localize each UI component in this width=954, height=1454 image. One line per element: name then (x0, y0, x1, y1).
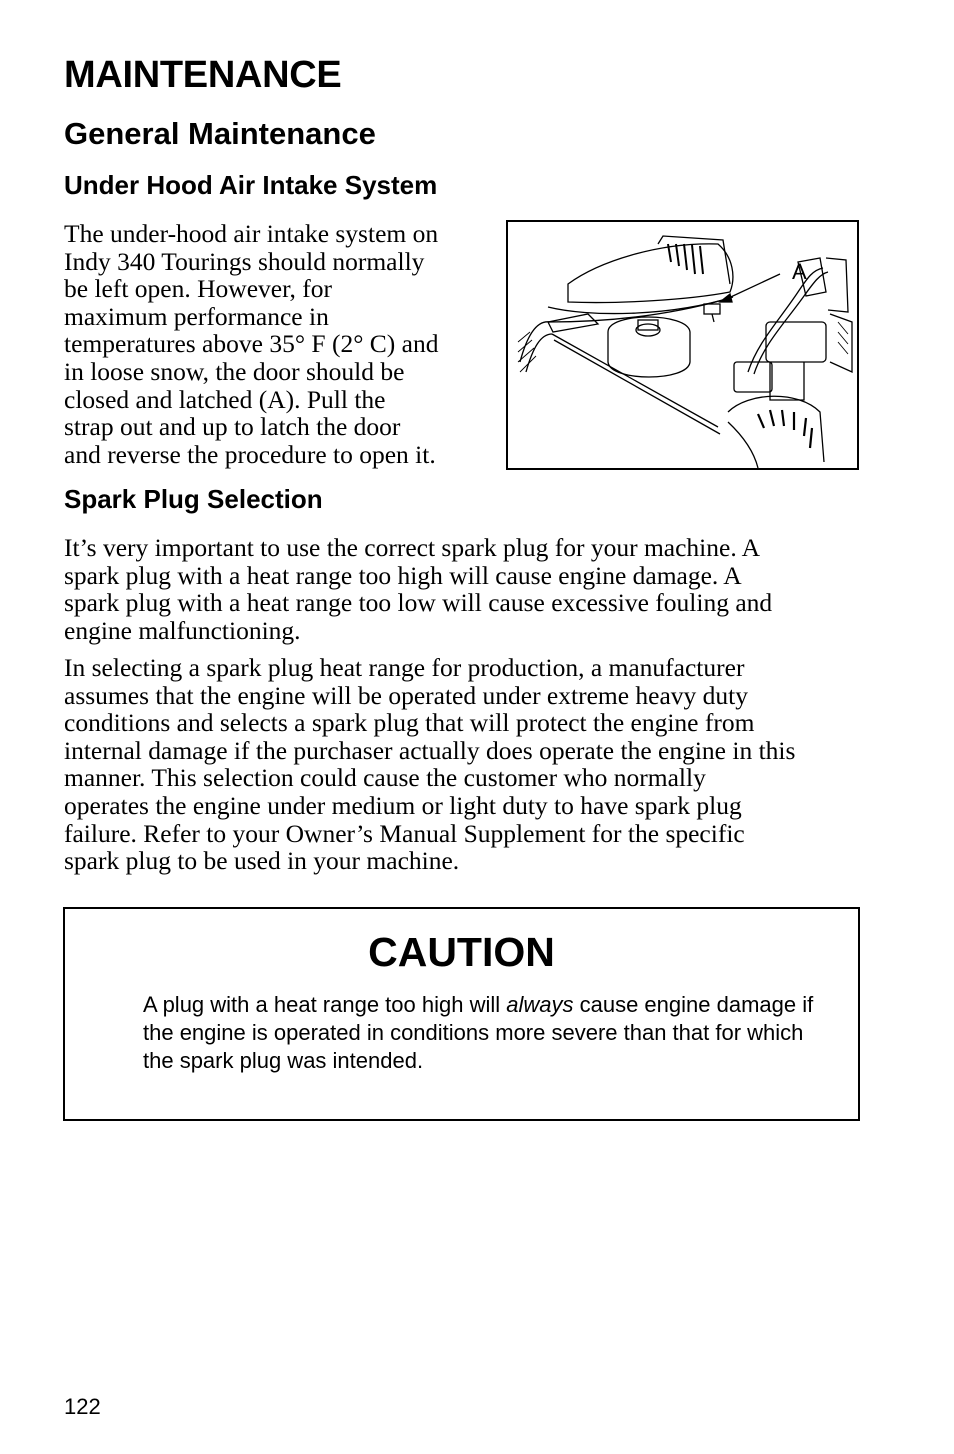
intake-line: strap out and up to latch the door (64, 412, 401, 442)
intake-line: Indy 340 Tourings should normally (64, 246, 425, 276)
section-title: General Maintenance (64, 116, 376, 151)
caution-emphasis: always (506, 992, 574, 1017)
spark-heading: Spark Plug Selection (64, 484, 323, 514)
spark-line: It’s very important to use the correct spark plug for your machine. A (64, 533, 761, 562)
spark-line: failure. Refer to your Owner’s Manual Supplement for the specific (64, 818, 745, 848)
intake-line: temperatures above 35° F (2° C) and (64, 329, 439, 359)
spark-line: engine malfunctioning. (64, 615, 301, 645)
caution-box (63, 907, 860, 1121)
caution-title: CAUTION (368, 929, 555, 975)
caution-text-part: A plug with a heat range too high will (143, 992, 507, 1017)
callout-label: A (792, 259, 807, 284)
caution-text-part: cause engine damage if the engine is operated in conditions more severe than that for which the spark plug was intended. (143, 992, 814, 1073)
intake-heading: Under Hood Air Intake System (64, 170, 438, 200)
intake-line: maximum performance in (64, 301, 329, 331)
engine-hood-drawing (508, 222, 857, 468)
intake-line: be left open. However, for (64, 274, 333, 304)
spark-paragraph-1 (64, 534, 874, 644)
intake-line: The under-hood air intake system on (64, 219, 439, 248)
spark-line: In selecting a spark plug heat range for production, a manufacturer (64, 653, 745, 682)
spark-line: manner. This selection could cause the customer who normally (64, 763, 706, 793)
page-number: 122 (64, 1394, 101, 1419)
intake-line: and reverse the procedure to open it. (64, 439, 436, 469)
spark-line: internal damage if the purchaser actually does operate the engine in this (64, 735, 796, 765)
spark-line: spark plug with a heat range too high will cause engine damage. A (64, 560, 742, 590)
air-intake-illustration (506, 220, 859, 470)
spark-line: operates the engine under medium or light duty to have spark plug (64, 790, 742, 820)
spark-line: assumes that the engine will be operated under extreme heavy duty (64, 680, 749, 710)
spark-paragraph-2 (64, 654, 884, 875)
intake-line: in loose snow, the door should be (64, 356, 405, 386)
caution-text (143, 991, 823, 1075)
page-title: MAINTENANCE (64, 54, 342, 96)
intake-paragraph (64, 220, 484, 468)
spark-line: spark plug to be used in your machine. (64, 846, 460, 876)
spark-line: spark plug with a heat range too low will cause excessive fouling and (64, 588, 773, 618)
intake-line: closed and latched (A). Pull the (64, 384, 386, 414)
spark-line: conditions and selects a spark plug that will protect the engine from (64, 708, 755, 738)
